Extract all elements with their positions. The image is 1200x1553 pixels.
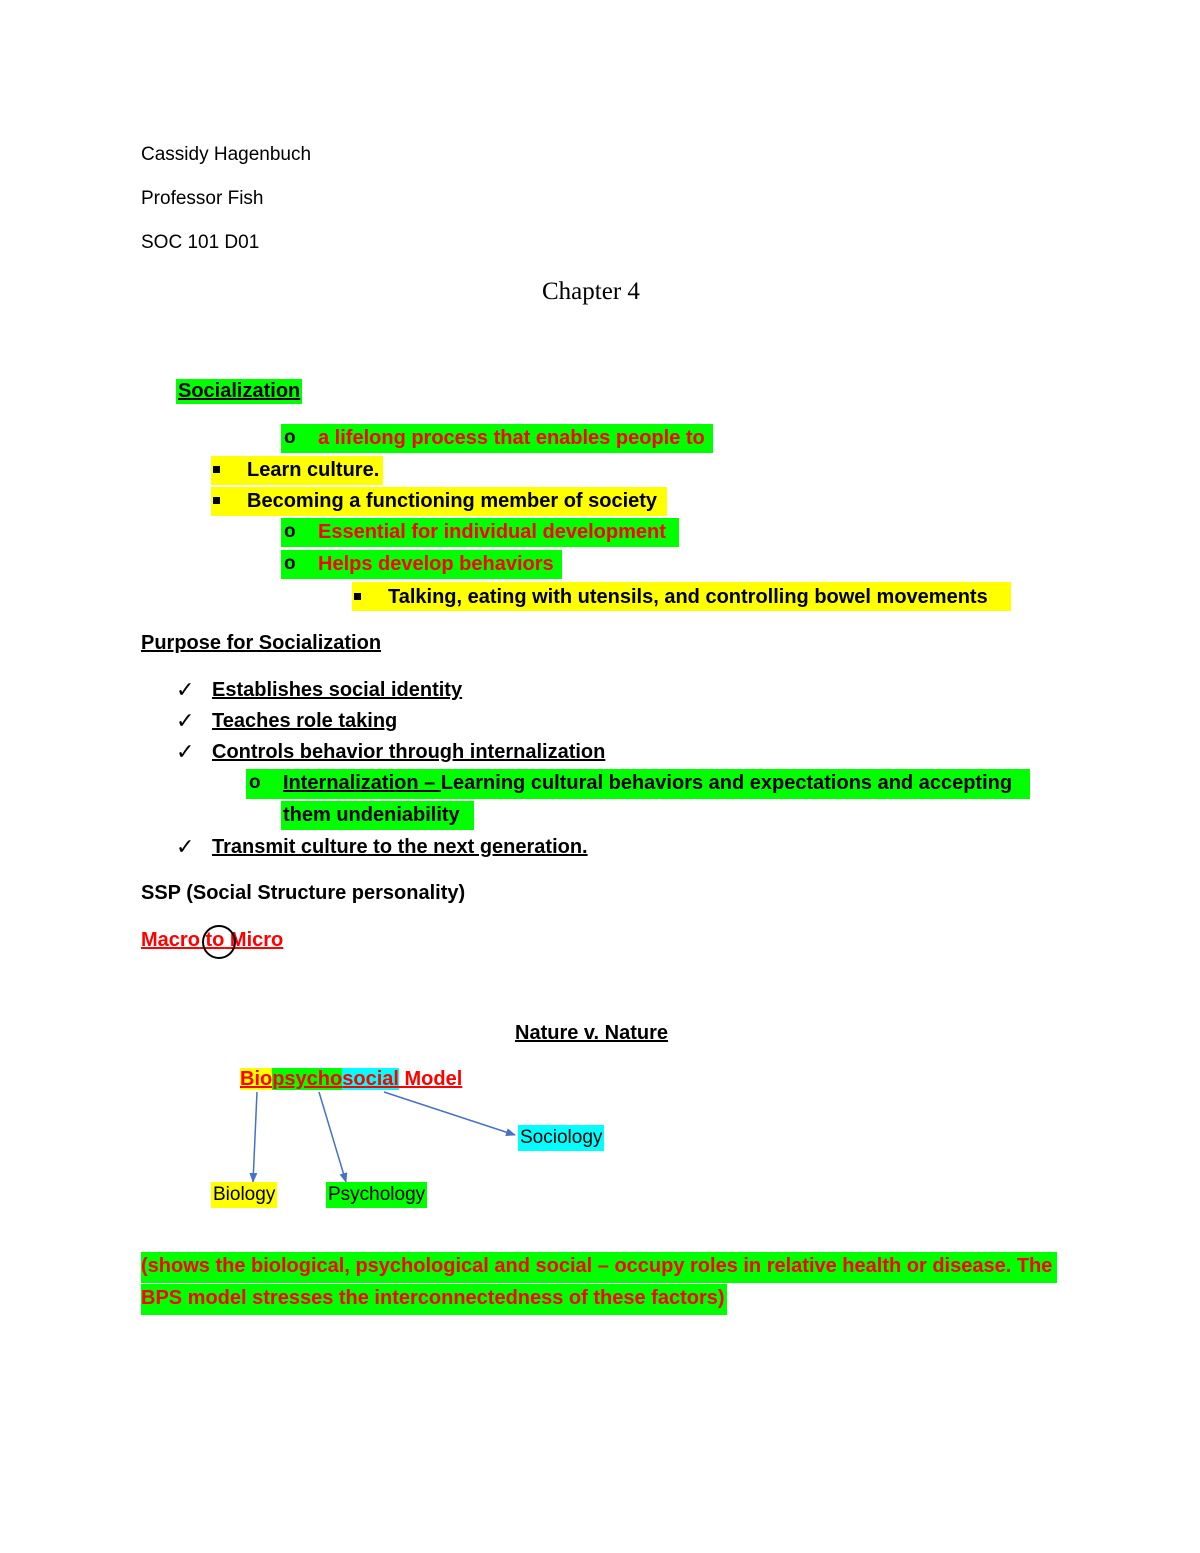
individual-development: Essential for individual development: [318, 521, 666, 543]
bio-part: Bio: [240, 1068, 273, 1090]
internalization-text-continued: them undeniability: [283, 804, 460, 826]
develop-behaviors: Helps develop behaviors: [318, 553, 554, 575]
ssp-line: SSP (Social Structure personality): [141, 882, 466, 904]
internalization-term: Internalization –: [283, 772, 441, 794]
course-code: SOC 101 D01: [141, 232, 260, 253]
social-part: social: [342, 1068, 399, 1090]
arrow-to-psychology: [319, 1092, 346, 1182]
circle-bullet-icon: o: [284, 521, 296, 542]
arrow-to-sociology: [384, 1092, 515, 1135]
arrow-to-biology: [253, 1092, 257, 1182]
author-name: Cassidy Hagenbuch: [141, 144, 312, 165]
purpose-item: Teaches role taking: [212, 710, 398, 732]
o-part: o: [330, 1068, 343, 1090]
circle-bullet-icon: o: [284, 427, 296, 448]
micro-word: Micro: [229, 929, 284, 951]
chapter-title: Chapter 4: [542, 278, 640, 305]
purpose-item: Controls behavior through internalization: [212, 741, 606, 763]
socialization-definition: a lifelong process that enables people to: [318, 427, 705, 449]
behavior-examples: Talking, eating with utensils, and controlling bowel movements: [388, 586, 988, 608]
purpose-item: Establishes social identity: [212, 679, 463, 701]
bps-note-line1: (shows the biological, psychological and social – occupy roles in relative health or disease. The: [141, 1255, 1053, 1277]
functioning-member: Becoming a functioning member of society: [247, 490, 658, 512]
sociology-node: Sociology: [518, 1125, 604, 1151]
purpose-heading: Purpose for Socialization: [141, 632, 382, 654]
to-word: to: [205, 929, 225, 951]
socialization-heading: Socialization: [178, 380, 301, 402]
checkmark-icon: ✓: [176, 708, 195, 733]
model-rest: Model: [398, 1068, 463, 1090]
circle-bullet-icon: o: [284, 553, 296, 574]
learn-culture: Learn culture.: [247, 459, 380, 481]
biology-node: Biology: [211, 1182, 277, 1208]
macro-word: Macro: [141, 929, 200, 951]
checkmark-icon: ✓: [176, 677, 195, 702]
purpose-item: Transmit culture to the next generation.: [212, 836, 588, 858]
circle-bullet-icon: o: [249, 772, 261, 793]
nature-heading: Nature v. Nature: [515, 1022, 669, 1044]
psychology-node: Psychology: [326, 1182, 427, 1208]
psych-part: psych: [272, 1068, 331, 1090]
bps-note-line2: BPS model stresses the interconnectedness of these factors): [141, 1287, 725, 1309]
checkmark-icon: ✓: [176, 739, 195, 764]
professor-name: Professor Fish: [141, 188, 264, 209]
checkmark-icon: ✓: [176, 834, 195, 859]
internalization-text: Learning cultural behaviors and expectations and accepting: [440, 772, 1013, 794]
